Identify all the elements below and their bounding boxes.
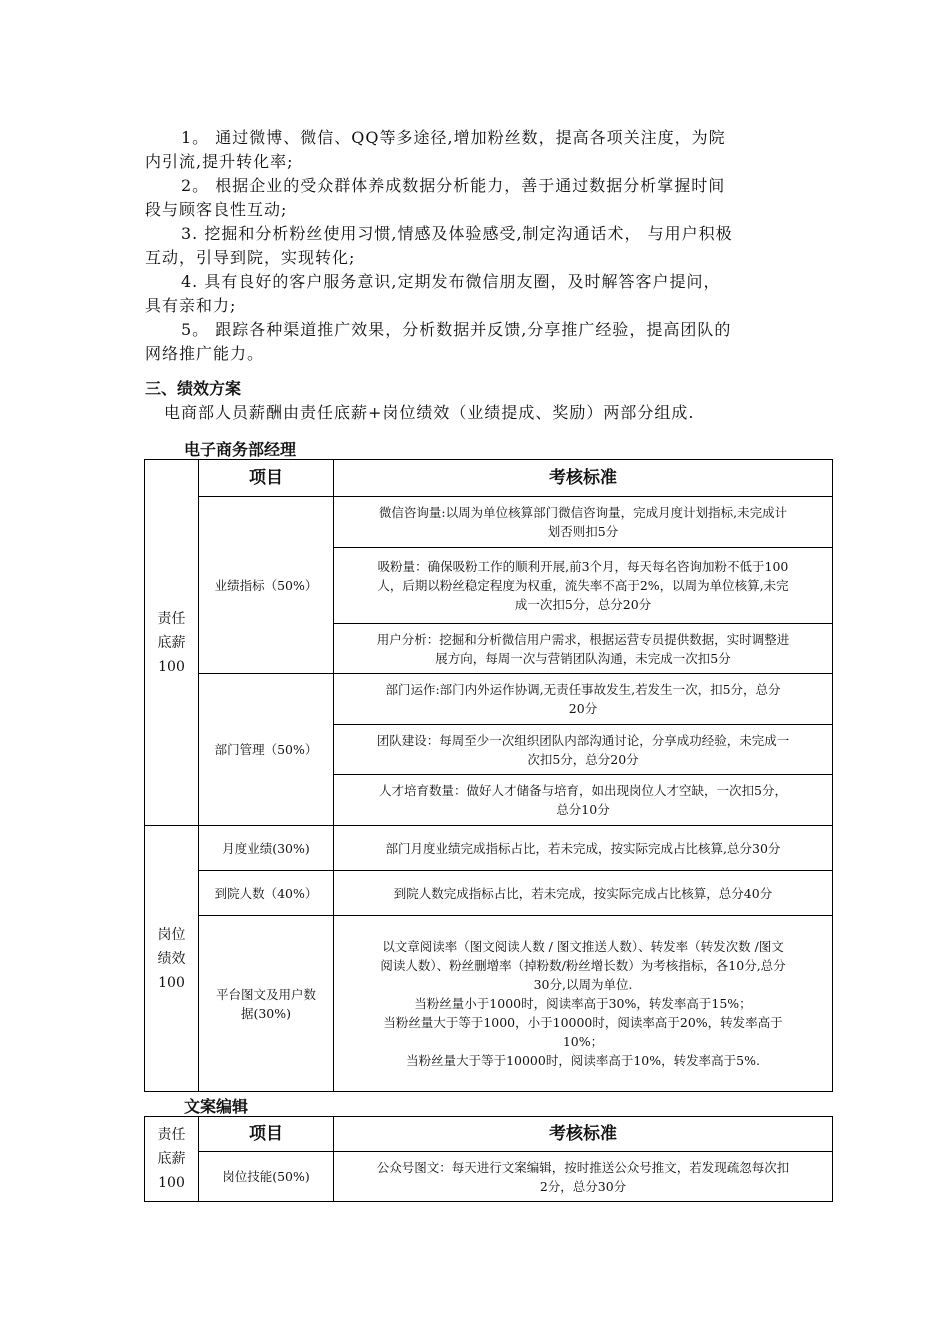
kpi-table-copywriter xyxy=(144,1116,833,1202)
item-performance-indicator: 业绩指标（50%） xyxy=(199,497,334,674)
list-item-continued: 网络推广能力。 xyxy=(145,344,265,363)
list-item: 5。 跟踪各种渠道推广效果，分析数据并反馈,分享推广经验，提高团队的 xyxy=(181,320,732,339)
list-item: 2。 根据企业的受众群体养成数据分析能力，善于通过数据分析掌握时间 xyxy=(181,176,726,195)
list-item: 3. 挖掘和分析粉丝使用习惯,情感及体验感受,制定沟通话术， 与用户积极 xyxy=(181,224,733,243)
standard-cell: 部门运作:部门内外运作协调,无责任事故发生,若发生一次，扣5分，总分 20分 xyxy=(334,674,833,725)
table-title-copywriter: 文案编辑 xyxy=(184,1097,249,1116)
standard-cell: 人才培育数量：做好人才储备与培育，如出现岗位人才空缺，一次扣5分， 总分10分 xyxy=(334,775,833,826)
item-monthly-performance: 月度业绩(30%) xyxy=(199,826,334,871)
header-standard: 考核标准 xyxy=(334,1117,833,1152)
item-department-management: 部门管理（50%） xyxy=(199,674,334,826)
standard-cell: 团队建设：每周至少一次组织团队内部沟通讨论，分享成功经验，未完成一 次扣5分，总分20分 xyxy=(334,725,833,775)
kpi-table-manager xyxy=(144,459,833,1092)
standard-cell: 部门月度业绩完成指标占比，若未完成，按实际完成占比核算,总分30分 xyxy=(334,826,833,871)
item-arrivals: 到院人数（40%） xyxy=(199,871,334,916)
section-intro: 电商部人员薪酬由责任底薪+岗位绩效（业绩提成、奖励）两部分组成. xyxy=(164,403,695,422)
standard-cell: 以文章阅读率（图文阅读人数 / 图文推送人数）、转发率（转发次数 /图文 阅读人数）、粉丝删增率（掉粉数/粉丝增长数）为考核指标，各10分,总分 30分,以周为单位. 当粉丝量小于1000时，阅读率高于30%，转发率高于15%； 当粉丝量大于等于1000，小于10000时，阅读率高于20%，转发率高于 10%； 当粉丝量大于等于10000时，阅读率高于10%，转发率高于5%. xyxy=(334,916,833,1092)
list-item-continued: 内引流,提升转化率; xyxy=(145,152,294,171)
standard-cell: 用户分析：挖掘和分析微信用户需求，根据运营专员提供数据，实时调整进 展方向，每周一次与营销团队沟通，未完成一次扣5分 xyxy=(334,624,833,674)
header-item: 项目 xyxy=(199,460,334,497)
section-title: 三、绩效方案 xyxy=(145,379,242,398)
item-platform-data: 平台图文及用户数 据(30%) xyxy=(199,916,334,1092)
list-item-continued: 段与顾客良性互动; xyxy=(145,200,288,219)
list-item: 1。 通过微博、微信、QQ等多途径,增加粉丝数，提高各项关注度，为院 xyxy=(181,128,726,147)
table-title-manager: 电子商务部经理 xyxy=(184,440,297,459)
item-position-skill: 岗位技能(50%) xyxy=(199,1152,334,1202)
standard-cell: 公众号图文：每天进行文案编辑，按时推送公众号推文，若发现疏忽每次扣 2分，总分30分 xyxy=(334,1152,833,1202)
group-label-base-salary: 责任 底薪 100 xyxy=(145,460,199,826)
list-item: 4. 具有良好的客户服务意识,定期发布微信朋友圈，及时解答客户提问， xyxy=(181,272,721,291)
standard-cell: 吸粉量：确保吸粉工作的顺利开展,前3个月，每天每名咨询加粉不低于100 人，后期以粉丝稳定程度为权重，流失率不高于2%，以周为单位核算,未完 成一次扣5分，总分20分 xyxy=(334,548,833,624)
header-item: 项目 xyxy=(199,1117,334,1152)
group-label-position-performance: 岗位 绩效 100 xyxy=(145,826,199,1092)
standard-cell: 微信咨询量:以周为单位核算部门微信咨询量，完成月度计划指标,未完成计 划否则扣5分 xyxy=(334,497,833,548)
list-item-continued: 具有亲和力; xyxy=(145,296,237,315)
list-item-continued: 互动，引导到院，实现转化; xyxy=(145,248,356,267)
standard-cell: 到院人数完成指标占比，若未完成，按实际完成占比核算，总分40分 xyxy=(334,871,833,916)
header-standard: 考核标准 xyxy=(334,460,833,497)
duty-list xyxy=(145,126,810,366)
group-label-base-salary: 责任 底薪 100 xyxy=(145,1117,199,1202)
